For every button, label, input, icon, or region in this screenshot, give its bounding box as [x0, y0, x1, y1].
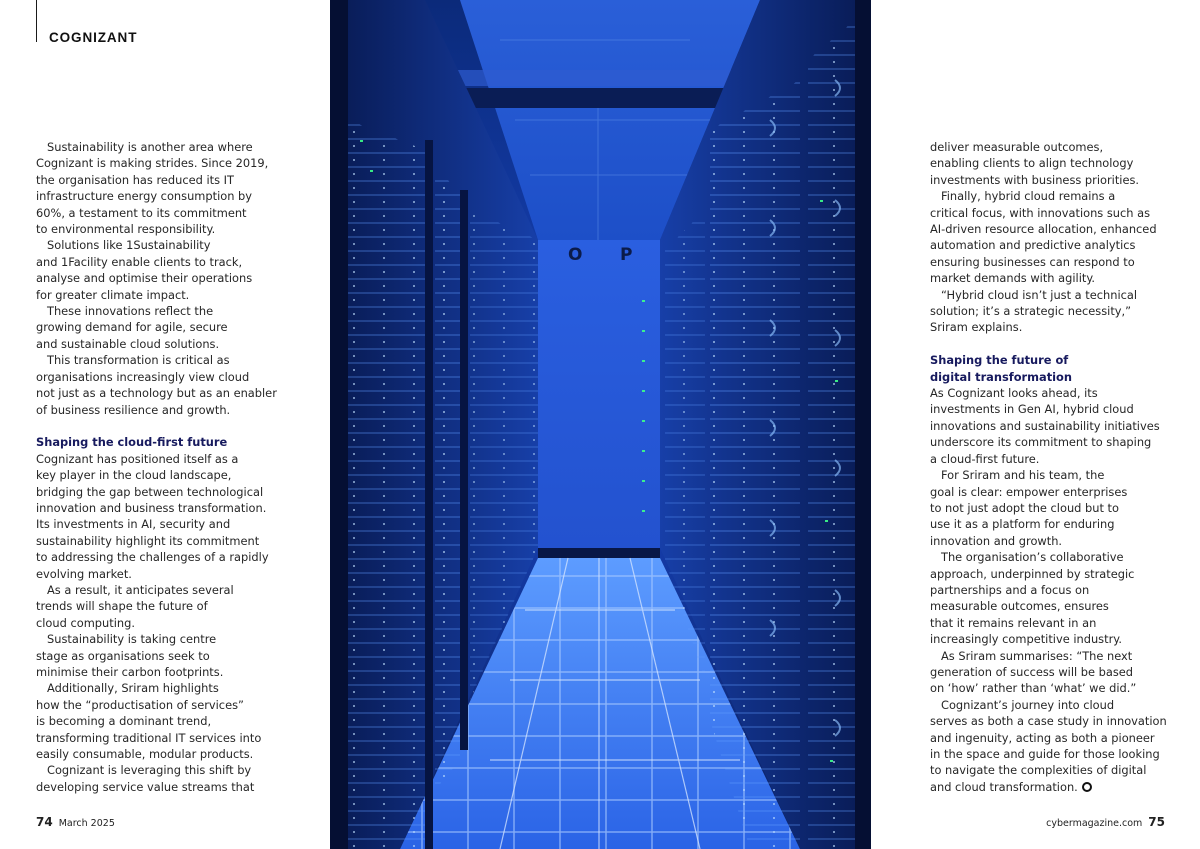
- text-line: to navigate the complexities of digital: [930, 763, 1147, 778]
- text-line: Its investments in AI, security and: [36, 517, 231, 532]
- text-line: organisations increasingly view cloud: [36, 369, 250, 384]
- paragraph: [930, 697, 1170, 795]
- text-line: enabling clients to align technology: [930, 156, 1134, 171]
- text-line: increasingly competitive industry.: [930, 632, 1122, 647]
- text-line: 60%, a testament to its commitment: [36, 205, 247, 220]
- text-line: how the “productisation of services”: [36, 697, 244, 712]
- folio-left: [36, 815, 115, 829]
- text-line: Solutions like 1Sustainability: [47, 238, 211, 253]
- text-line: not just as a technology but as an enabler: [36, 386, 277, 401]
- text-line: growing demand for agile, secure: [36, 320, 228, 335]
- text-line: innovation and business transformation.: [36, 500, 267, 515]
- text-line: measurable outcomes, ensures: [930, 599, 1109, 614]
- text-line: and sustainable cloud solutions.: [36, 336, 220, 351]
- text-line: transforming traditional IT services into: [36, 730, 262, 745]
- paragraph: [36, 352, 306, 418]
- text-line: of business resilience and growth.: [36, 402, 231, 417]
- text-line: infrastructure energy consumption by: [36, 189, 253, 204]
- paragraph: [930, 648, 1170, 697]
- right-text-column: [930, 139, 1170, 795]
- text-line: As a result, it anticipates several: [47, 582, 234, 597]
- paragraph: [930, 287, 1170, 336]
- page-number: 74: [36, 815, 53, 829]
- section-heading: Shaping the future of: [930, 353, 1069, 368]
- paragraph: [930, 467, 1170, 549]
- text-line: a cloud-first future.: [930, 451, 1040, 466]
- page-number: 75: [1148, 815, 1165, 829]
- text-line: cloud computing.: [36, 615, 135, 630]
- text-line: partnerships and a focus on: [930, 582, 1090, 597]
- text-line: to environmental responsibility.: [36, 222, 216, 237]
- text-line: is becoming a dominant trend,: [36, 714, 212, 729]
- text-line: As Cognizant looks ahead, its: [930, 386, 1098, 401]
- text-line: sustainability highlight its commitment: [36, 533, 260, 548]
- text-line: market demands with agility.: [930, 271, 1096, 286]
- text-line: to addressing the challenges of a rapidly: [36, 550, 269, 565]
- text-line: serves as both a case study in innovation: [930, 714, 1167, 729]
- text-line: For Sriram and his team, the: [941, 468, 1105, 483]
- folio-right: [1046, 815, 1165, 829]
- text-line: innovation and growth.: [930, 533, 1063, 548]
- paragraph: [36, 762, 306, 795]
- section-heading: Shaping the cloud-first future: [36, 435, 228, 450]
- text-line: for greater climate impact.: [36, 287, 190, 302]
- wall-letter: O: [568, 245, 583, 265]
- site-name: cybermagazine.com: [1046, 818, 1143, 829]
- end-mark-icon: [1082, 782, 1092, 792]
- text-line: Additionally, Sriram highlights: [47, 681, 219, 696]
- text-line: generation of success will be based: [930, 664, 1134, 679]
- text-line: As Sriram summarises: “The next: [941, 648, 1133, 663]
- text-line: Cognizant is leveraging this shift by: [47, 763, 252, 778]
- text-line: approach, underpinned by strategic: [930, 566, 1135, 581]
- issue-date: March 2025: [58, 818, 115, 829]
- text-line: analyse and optimise their operations: [36, 271, 253, 286]
- text-line: investments in Gen AI, hybrid cloud: [930, 402, 1134, 417]
- paragraph: [36, 582, 306, 631]
- left-text-column: [36, 139, 306, 795]
- text-line: easily consumable, modular products.: [36, 747, 254, 762]
- text-line: automation and predictive analytics: [930, 238, 1136, 253]
- paragraph: [36, 680, 306, 762]
- text-line: Cognizant has positioned itself as a: [36, 451, 239, 466]
- text-line: in the space and guide for those looking: [930, 747, 1160, 762]
- text-line: trends will shape the future of: [36, 599, 208, 614]
- paragraph: [930, 188, 1170, 286]
- text-line: Finally, hybrid cloud remains a: [941, 189, 1116, 204]
- text-line: stage as organisations seek to: [36, 648, 210, 663]
- paragraph: [36, 237, 306, 303]
- text-line: and ingenuity, acting as both a pioneer: [930, 730, 1155, 745]
- text-line: “Hybrid cloud isn’t just a technical: [941, 287, 1138, 302]
- text-line: solution; it’s a strategic necessity,”: [930, 304, 1132, 319]
- brand-rule: [36, 0, 37, 42]
- text-line: that it remains relevant in an: [930, 615, 1097, 630]
- text-line: minimise their carbon footprints.: [36, 664, 224, 679]
- text-line: Cognizant is making strides. Since 2019,: [36, 156, 269, 171]
- text-line: underscore its commitment to shaping: [930, 435, 1152, 450]
- data-center-photo: [330, 0, 871, 849]
- text-line: Sustainability is another area where: [47, 140, 253, 154]
- paragraph: [36, 451, 306, 582]
- text-line: goal is clear: empower enterprises: [930, 484, 1128, 499]
- text-line: This transformation is critical as: [47, 353, 230, 368]
- text-line: Sriram explains.: [930, 320, 1023, 335]
- text-line: and cloud transformation.: [930, 779, 1170, 795]
- text-line: Sustainability is taking centre: [47, 632, 217, 647]
- text-line: investments with business priorities.: [930, 172, 1140, 187]
- paragraph: [930, 139, 1170, 188]
- paragraph: [36, 139, 306, 237]
- text-line: and 1Facility enable clients to track,: [36, 254, 243, 269]
- text-line: critical focus, with innovations such as: [930, 205, 1151, 220]
- paragraph: [930, 549, 1170, 647]
- text-line: These innovations reflect the: [47, 304, 214, 319]
- section-heading: digital transformation: [930, 369, 1072, 384]
- text-line: innovations and sustainability initiatives: [930, 418, 1160, 433]
- text-line: bridging the gap between technological: [36, 484, 264, 499]
- brand-name: COGNIZANT: [49, 30, 138, 45]
- text-line: ensuring businesses can respond to: [930, 254, 1135, 269]
- text-line: to not just adopt the cloud but to: [930, 500, 1119, 515]
- paragraph: [36, 631, 306, 680]
- text-line: on ‘how’ rather than ‘what’ we did.”: [930, 681, 1137, 696]
- text-line: AI-driven resource allocation, enhanced: [930, 222, 1157, 237]
- text-line: Cognizant’s journey into cloud: [941, 697, 1115, 712]
- text-line: use it as a platform for enduring: [930, 517, 1115, 532]
- text-line: deliver measurable outcomes,: [930, 140, 1104, 154]
- wall-letter: P: [620, 245, 633, 265]
- text-line: key player in the cloud landscape,: [36, 468, 232, 483]
- text-line: evolving market.: [36, 566, 132, 581]
- paragraph: [36, 303, 306, 352]
- text-line: the organisation has reduced its IT: [36, 172, 234, 187]
- text-line: The organisation’s collaborative: [941, 550, 1124, 565]
- text-line: developing service value streams that: [36, 779, 255, 794]
- paragraph: [930, 385, 1170, 467]
